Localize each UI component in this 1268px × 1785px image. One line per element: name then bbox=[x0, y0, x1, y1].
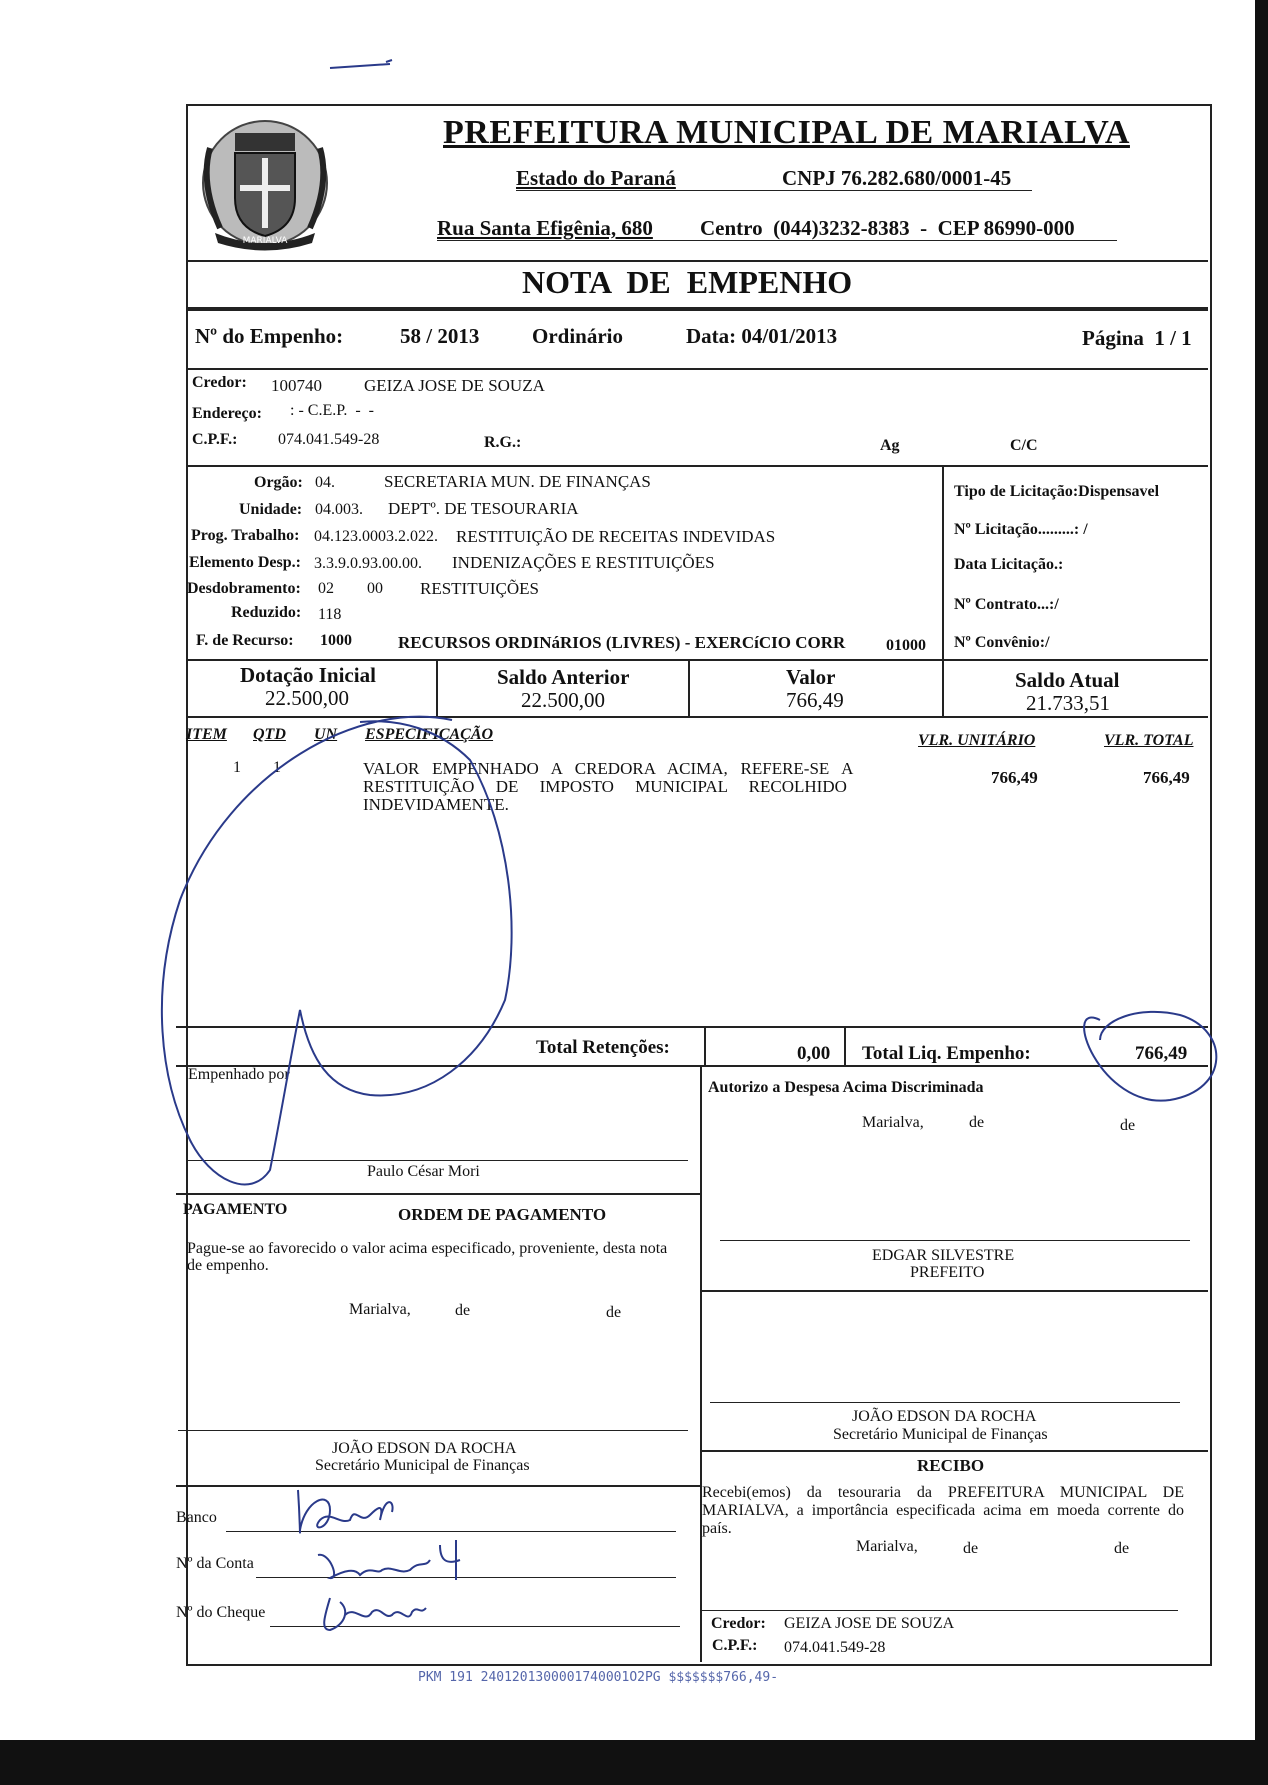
banco-handwriting bbox=[298, 1490, 393, 1533]
saldo-anterior-value: 22.500,00 bbox=[521, 688, 605, 712]
unidade-name: DEPTº. DE TESOURARIA bbox=[388, 499, 579, 518]
recibo-credor-label: Credor: bbox=[711, 1615, 766, 1632]
credor-code: 100740 bbox=[271, 376, 322, 395]
recibo-de-1: de bbox=[963, 1540, 979, 1557]
prog-label: Prog. Trabalho: bbox=[191, 527, 300, 544]
secretario-name-left: JOÃO EDSON DA ROCHA bbox=[332, 1440, 517, 1457]
desdobramento-label: Desdobramento: bbox=[187, 580, 301, 597]
orgao-code: 04. bbox=[315, 474, 335, 491]
total-liq-value: 766,49 bbox=[1135, 1043, 1188, 1064]
endereco-label: Endereço: bbox=[192, 405, 262, 422]
col-qtd: QTD bbox=[253, 726, 286, 743]
pagamento-de-2: de bbox=[606, 1304, 622, 1321]
recibo-title: RECIBO bbox=[917, 1456, 985, 1475]
recibo-text: Recebi(emos) da tesouraria da PREFEITURA MUNICIPAL DE MARIALVA, a importância especificada acima em moeda corrente do país. bbox=[702, 1484, 1184, 1537]
empenho-number: 58 / 2013 bbox=[400, 324, 480, 348]
numero-convenio: Nº Convênio:/ bbox=[954, 634, 1050, 651]
recibo-de-2: de bbox=[1114, 1540, 1130, 1557]
recibo-place: Marialva, bbox=[856, 1538, 918, 1555]
recurso-label: F. de Recurso: bbox=[196, 632, 294, 649]
total-retencoes-value: 0,00 bbox=[797, 1043, 831, 1064]
col-vlr-total: VLR. TOTAL bbox=[1104, 732, 1194, 749]
cpf-value: 074.041.549-28 bbox=[278, 431, 380, 448]
item-row-desc-1: VALOR EMPENHADO A CREDORA ACIMA, REFERE-SE A bbox=[363, 759, 854, 778]
dotacao-label: Dotação Inicial bbox=[240, 663, 376, 687]
conta-handwriting bbox=[318, 1540, 460, 1580]
footer-code: PKM 191 2401201300001740001O2PG $$$$$$$766,49- bbox=[418, 1670, 779, 1685]
orgao-name: SECRETARIA MUN. DE FINANÇAS bbox=[384, 472, 651, 491]
valor-label: Valor bbox=[786, 665, 836, 689]
street-label: Rua Santa Efigênia, 680 bbox=[437, 216, 653, 240]
cpf-label: C.P.F.: bbox=[192, 431, 238, 448]
cc-label: C/C bbox=[1010, 437, 1038, 454]
saldo-atual-value: 21.733,51 bbox=[1026, 691, 1110, 715]
empenho-number-label: Nº do Empenho: bbox=[195, 324, 344, 348]
item-row-unit-value: 766,49 bbox=[991, 768, 1038, 787]
recibo-credor-name: GEIZA JOSE DE SOUZA bbox=[784, 1615, 955, 1632]
state-label: Estado do Paraná bbox=[516, 166, 676, 190]
recibo-cpf-value: 074.041.549-28 bbox=[784, 1639, 886, 1656]
tipo-licitacao: Tipo de Licitação:Dispensavel bbox=[954, 483, 1160, 500]
total-retencoes-label: Total Retenções: bbox=[536, 1037, 670, 1058]
prefeito-title: PREFEITO bbox=[910, 1264, 985, 1281]
desdobramento-b: 00 bbox=[367, 580, 383, 597]
ag-label: Ag bbox=[880, 437, 900, 454]
empenho-date: Data: 04/01/2013 bbox=[686, 324, 838, 348]
pagamento-de-1: de bbox=[455, 1302, 471, 1319]
document-title: NOTA DE EMPENHO bbox=[522, 264, 853, 300]
elemento-name: INDENIZAÇÕES E RESTITUIÇÕES bbox=[452, 553, 715, 572]
page-number: Página 1 / 1 bbox=[1082, 326, 1192, 350]
circled-total-icon bbox=[1084, 1012, 1216, 1101]
autorizo-label: Autorizo a Despesa Acima Discriminada bbox=[708, 1079, 984, 1096]
total-liq-label: Total Liq. Empenho: bbox=[862, 1043, 1031, 1064]
pen-mark bbox=[330, 60, 392, 68]
unidade-code: 04.003. bbox=[315, 501, 363, 518]
ordem-pagamento-label: ORDEM DE PAGAMENTO bbox=[398, 1205, 607, 1224]
cnpj-label: CNPJ 76.282.680/0001-45 bbox=[782, 166, 1012, 190]
valor-value: 766,49 bbox=[786, 688, 844, 712]
col-item: ITEM bbox=[186, 726, 227, 743]
secretario-title-right: Secretário Municipal de Finanças bbox=[833, 1426, 1048, 1443]
pague-text: Pague-se ao favorecido o valor acima especificado, proveniente, desta nota de empenho. bbox=[187, 1240, 668, 1274]
saldo-anterior-label: Saldo Anterior bbox=[497, 665, 630, 689]
page-title: PREFEITURA MUNICIPAL DE MARIALVA bbox=[443, 114, 1130, 151]
desdobramento-a: 02 bbox=[318, 580, 334, 597]
empenhado-por-name: Paulo César Mori bbox=[367, 1163, 480, 1180]
credor-name: GEIZA JOSE DE SOUZA bbox=[364, 376, 545, 395]
conta-label: Nº da Conta bbox=[176, 1555, 254, 1572]
secretario-name-right: JOÃO EDSON DA ROCHA bbox=[852, 1408, 1037, 1425]
item-row-desc-2: RESTITUIÇÃO DE IMPOSTO MUNICIPAL RECOLHIDO bbox=[363, 777, 847, 796]
crest-text: MARIALVA bbox=[242, 236, 288, 246]
item-row-qtd: 1 bbox=[273, 759, 281, 776]
banco-label: Banco bbox=[176, 1509, 217, 1526]
reduzido-value: 118 bbox=[318, 606, 342, 623]
autorizo-de-1: de bbox=[969, 1114, 985, 1131]
signature-loop-icon bbox=[162, 717, 512, 1185]
pagamento-label: PAGAMENTO bbox=[183, 1201, 288, 1218]
cheque-label: Nº do Cheque bbox=[176, 1604, 266, 1621]
empenhado-por-label: Empenhado por bbox=[188, 1066, 290, 1083]
autorizo-place: Marialva, bbox=[862, 1114, 924, 1131]
scan-edge-right bbox=[1255, 0, 1268, 1785]
prefeito-name: EDGAR SILVESTRE bbox=[872, 1247, 1015, 1264]
numero-licitacao: Nº Licitação.........: / bbox=[954, 521, 1088, 538]
cheque-handwriting bbox=[324, 1598, 426, 1630]
endereco-value: : - C.E.P. - - bbox=[290, 402, 374, 419]
credor-label: Credor: bbox=[192, 374, 247, 391]
col-un: UN bbox=[314, 726, 338, 743]
saldo-atual-label: Saldo Atual bbox=[1015, 668, 1120, 692]
rg-label: R.G.: bbox=[484, 434, 522, 451]
item-row-total-value: 766,49 bbox=[1143, 768, 1190, 787]
data-licitacao: Data Licitação.: bbox=[954, 556, 1064, 573]
desdobramento-name: RESTITUIÇÕES bbox=[420, 579, 539, 598]
elemento-code: 3.3.9.0.93.00.00. bbox=[314, 555, 422, 572]
address-label: Centro (044)3232-8383 - CEP 86990-000 bbox=[700, 216, 1075, 240]
col-especificacao: ESPECIFICAÇÃO bbox=[365, 726, 494, 743]
elemento-label: Elemento Desp.: bbox=[189, 554, 301, 571]
col-vlr-unitario: VLR. UNITÁRIO bbox=[918, 732, 1036, 749]
dotacao-value: 22.500,00 bbox=[265, 686, 349, 710]
prog-code: 04.123.0003.2.022. bbox=[314, 528, 438, 545]
recurso-code: 1000 bbox=[320, 632, 352, 649]
autorizo-de-2: de bbox=[1120, 1117, 1136, 1134]
item-row-number: 1 bbox=[233, 759, 241, 776]
unidade-label: Unidade: bbox=[239, 501, 303, 518]
reduzido-label: Reduzido: bbox=[231, 604, 302, 621]
numero-contrato: Nº Contrato...:/ bbox=[954, 596, 1059, 613]
pagamento-place: Marialva, bbox=[349, 1301, 411, 1318]
empenho-type: Ordinário bbox=[532, 324, 624, 348]
recurso-extra: 01000 bbox=[886, 637, 926, 654]
scan-edge-bottom bbox=[0, 1740, 1268, 1785]
orgao-label: Orgão: bbox=[254, 474, 303, 491]
item-row-desc-3: INDEVIDAMENTE. bbox=[363, 795, 509, 814]
prog-name: RESTITUIÇÃO DE RECEITAS INDEVIDAS bbox=[456, 527, 776, 546]
secretario-title-left: Secretário Municipal de Finanças bbox=[315, 1457, 530, 1474]
recibo-cpf-label: C.P.F.: bbox=[712, 1637, 758, 1654]
recurso-name: RECURSOS ORDINáRIOS (LIVRES) - EXERCíCIO CORR bbox=[398, 633, 846, 652]
